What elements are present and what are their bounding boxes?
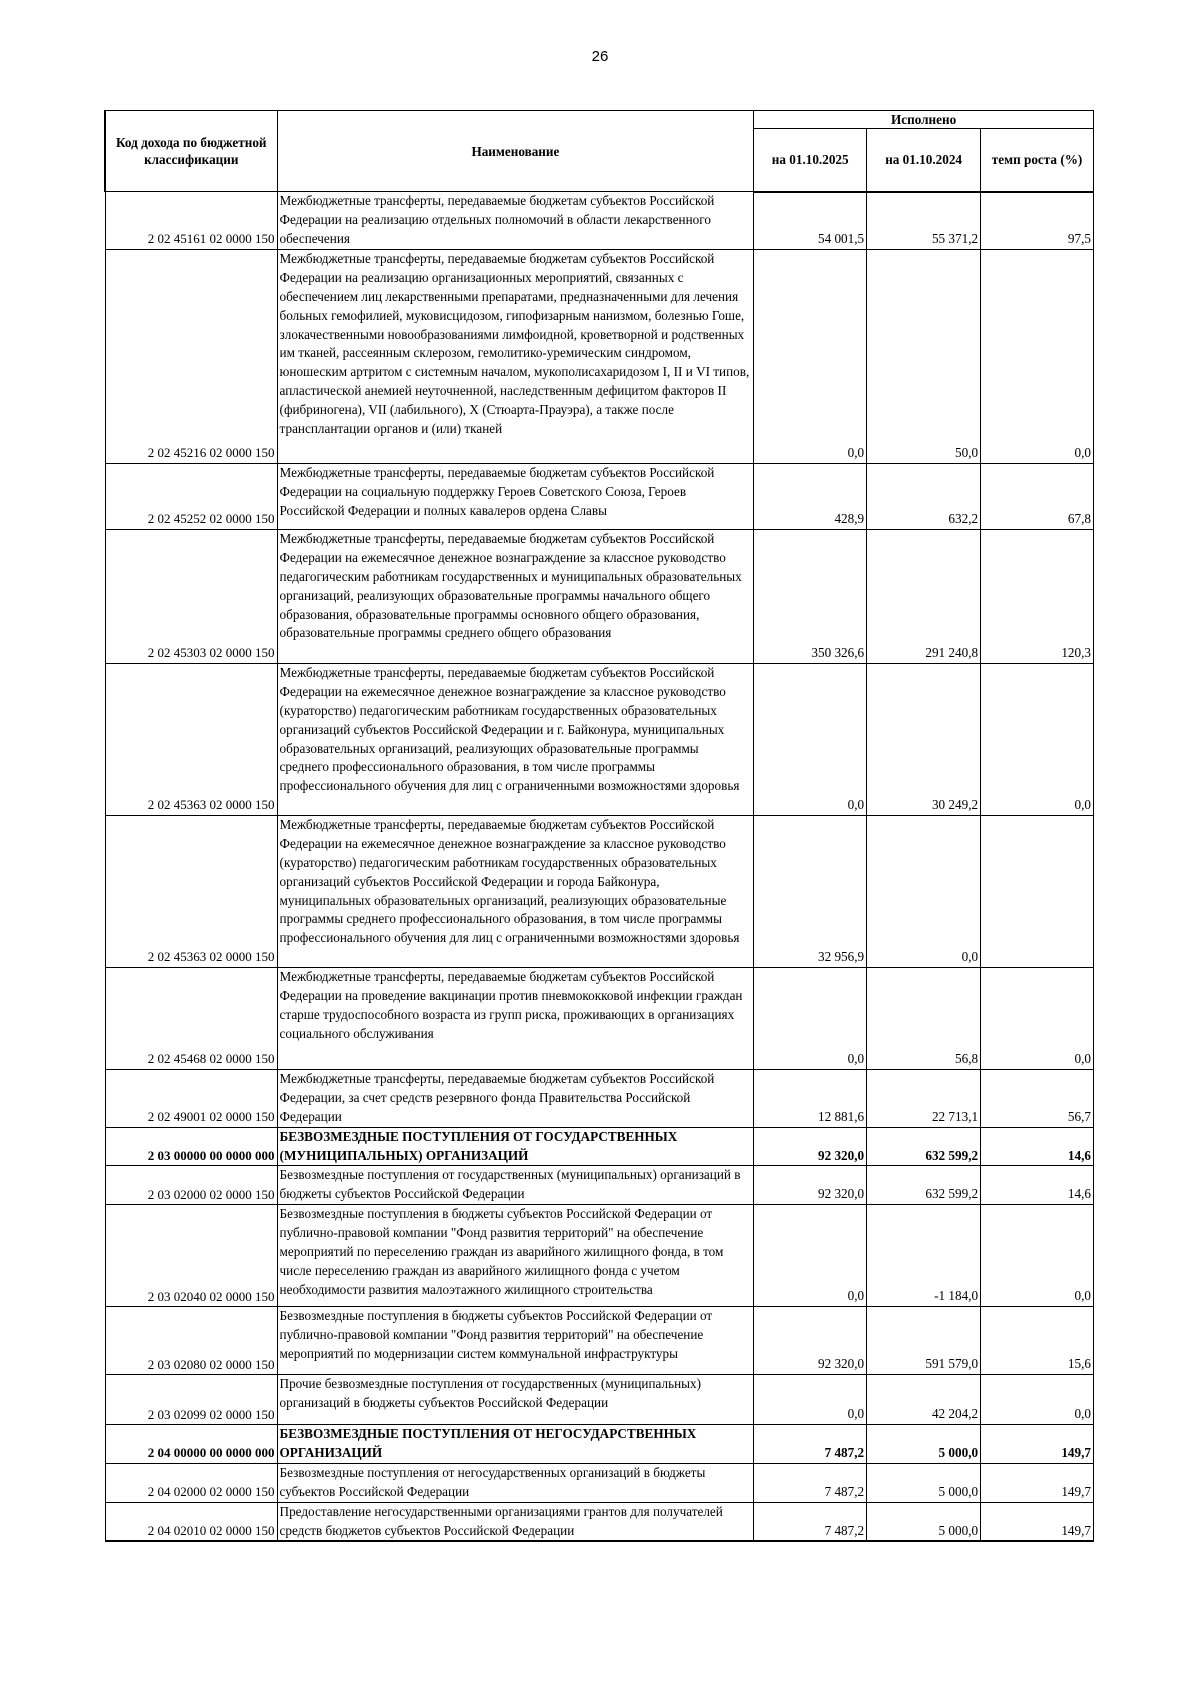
- table-row: [105, 1307, 1094, 1375]
- row-value-2024: 5 000,0: [867, 1463, 981, 1502]
- row-code: 2 02 45216 02 0000 150: [105, 250, 277, 464]
- row-code: 2 02 45363 02 0000 150: [105, 816, 277, 968]
- row-value-2024: 5 000,0: [867, 1502, 981, 1541]
- table-body: [105, 192, 1094, 1542]
- row-code: 2 03 02000 02 0000 150: [105, 1166, 277, 1205]
- table-row: [105, 1070, 1094, 1128]
- header-2024: на 01.10.2024: [867, 129, 981, 192]
- row-value-2024: 50,0: [867, 250, 981, 464]
- row-name: Безвозмездные поступления от негосударственных организаций в бюджеты субъектов Российской Федерации: [277, 1463, 754, 1502]
- row-growth: 97,5: [981, 192, 1094, 250]
- row-code: 2 04 02010 02 0000 150: [105, 1502, 277, 1541]
- row-name: Безвозмездные поступления от государственных (муниципальных) организаций в бюджеты субъектов Российской Федерации: [277, 1166, 754, 1205]
- header-2025: на 01.10.2025: [754, 129, 867, 192]
- row-code: 2 02 45161 02 0000 150: [105, 192, 277, 250]
- row-name: Межбюджетные трансферты, передаваемые бюджетам субъектов Российской Федерации на ежемесячное денежное вознаграждение за классное руководство педагогическим работникам государственных и муниципальных образовательных организаций, реализующих образовательные программы начального общего образования, образовательные программы основного общего образования, образовательные программы среднего общего образования: [277, 530, 754, 664]
- table-row: [105, 1205, 1094, 1307]
- row-code: 2 02 45363 02 0000 150: [105, 664, 277, 816]
- row-name: Межбюджетные трансферты, передаваемые бюджетам субъектов Российской Федерации на ежемесячное денежное вознаграждение за классное руководство (кураторство) педагогическим работникам государственных образовательных организаций субъектов Российской Федерации и города Байконура, муниципальных образовательных организаций, реализующих образовательные программы среднего профессионального образования, в том числе программы профессионального обучения для лиц с ограниченными возможностями здоровья: [277, 816, 754, 968]
- row-value-2024: 42 204,2: [867, 1375, 981, 1425]
- table-row: [105, 1463, 1094, 1502]
- row-growth: 67,8: [981, 464, 1094, 530]
- row-code: 2 02 45303 02 0000 150: [105, 530, 277, 664]
- row-value-2024: 56,8: [867, 968, 981, 1070]
- row-name: Межбюджетные трансферты, передаваемые бюджетам субъектов Российской Федерации на социальную поддержку Героев Советского Союза, Героев Российской Федерации и полных кавалеров ордена Славы: [277, 464, 754, 530]
- row-growth: 0,0: [981, 1205, 1094, 1307]
- row-value-2025: 7 487,2: [754, 1502, 867, 1541]
- table-row: [105, 1127, 1094, 1166]
- row-growth: [981, 816, 1094, 968]
- page-number: 26: [591, 48, 609, 65]
- row-value-2025: 7 487,2: [754, 1463, 867, 1502]
- row-growth: 149,7: [981, 1502, 1094, 1541]
- row-code: 2 02 45252 02 0000 150: [105, 464, 277, 530]
- row-value-2025: 0,0: [754, 1375, 867, 1425]
- row-name: Межбюджетные трансферты, передаваемые бюджетам субъектов Российской Федерации, за счет средств резервного фонда Правительства Российской Федерации: [277, 1070, 754, 1128]
- row-value-2024: 632,2: [867, 464, 981, 530]
- row-value-2025: 92 320,0: [754, 1166, 867, 1205]
- table-row: [105, 464, 1094, 530]
- row-value-2024: 22 713,1: [867, 1070, 981, 1128]
- row-value-2025: 0,0: [754, 664, 867, 816]
- table-row: [105, 664, 1094, 816]
- row-growth: 149,7: [981, 1463, 1094, 1502]
- row-value-2025: 92 320,0: [754, 1127, 867, 1166]
- table-row: [105, 1375, 1094, 1425]
- row-code: 2 02 45468 02 0000 150: [105, 968, 277, 1070]
- row-name: БЕЗВОЗМЕЗДНЫЕ ПОСТУПЛЕНИЯ ОТ НЕГОСУДАРСТВЕННЫХ ОРГАНИЗАЦИЙ: [277, 1425, 754, 1464]
- row-value-2024: 30 249,2: [867, 664, 981, 816]
- row-code: 2 02 49001 02 0000 150: [105, 1070, 277, 1128]
- row-value-2025: 428,9: [754, 464, 867, 530]
- row-code: 2 03 02080 02 0000 150: [105, 1307, 277, 1375]
- row-growth: 0,0: [981, 968, 1094, 1070]
- row-name: Предоставление негосударственными организациями грантов для получателей средств бюджетов субъектов Российской Федерации: [277, 1502, 754, 1541]
- row-code: 2 04 02000 02 0000 150: [105, 1463, 277, 1502]
- table-row: [105, 1502, 1094, 1541]
- row-value-2024: 5 000,0: [867, 1425, 981, 1464]
- row-growth: 0,0: [981, 664, 1094, 816]
- row-value-2025: 350 326,6: [754, 530, 867, 664]
- row-growth: 120,3: [981, 530, 1094, 664]
- row-value-2025: 12 881,6: [754, 1070, 867, 1128]
- row-code: 2 03 00000 00 0000 000: [105, 1127, 277, 1166]
- row-value-2025: 7 487,2: [754, 1425, 867, 1464]
- row-value-2024: 291 240,8: [867, 530, 981, 664]
- row-code: 2 03 02099 02 0000 150: [105, 1375, 277, 1425]
- row-name: Межбюджетные трансферты, передаваемые бюджетам субъектов Российской Федерации на реализацию организационных мероприятий, связанных с обеспечением лиц лекарственными препаратами, предназначенными для лечения больных гемофилией, муковисцидозом, гипофизарным нанизмом, болезнью Гоше, злокачественными новообразованиями лимфоидной, кроветворной и родственных им тканей, рассеянным склерозом, гемолитико-уремическим синдромом, юношеским артритом с системным началом, мукополисахаридозом I, II и VI типов, апластической анемией неуточненной, наследственным дефицитом факторов II (фибриногена), VII (лабильного), X (Стюарта-Прауэра), а также после трансплантации органов и (или) тканей: [277, 250, 754, 464]
- table-row: [105, 530, 1094, 664]
- row-value-2024: 0,0: [867, 816, 981, 968]
- row-growth: 56,7: [981, 1070, 1094, 1128]
- row-value-2024: 632 599,2: [867, 1166, 981, 1205]
- row-growth: 0,0: [981, 250, 1094, 464]
- row-name: Безвозмездные поступления в бюджеты субъектов Российской Федерации от публично-правовой компании "Фонд развития территорий" на обеспечение мероприятий по модернизации систем коммунальной инфраструктуры: [277, 1307, 754, 1375]
- row-code: 2 03 02040 02 0000 150: [105, 1205, 277, 1307]
- header-code: Код дохода по бюджетной классификации: [105, 111, 277, 192]
- row-value-2025: 32 956,9: [754, 816, 867, 968]
- table-row: [105, 1166, 1094, 1205]
- row-name: Безвозмездные поступления в бюджеты субъектов Российской Федерации от публично-правовой компании "Фонд развития территорий" на обеспечение мероприятий по переселению граждан из аварийного жилищного фонда, в том числе переселению граждан из аварийного жилищного фонда с учетом необходимости развития малоэтажного жилищного строительства: [277, 1205, 754, 1307]
- row-code: 2 04 00000 00 0000 000: [105, 1425, 277, 1464]
- header-name: Наименование: [277, 111, 754, 192]
- row-value-2024: 632 599,2: [867, 1127, 981, 1166]
- table-row: [105, 968, 1094, 1070]
- row-value-2024: 591 579,0: [867, 1307, 981, 1375]
- table-row: [105, 192, 1094, 250]
- row-value-2025: 92 320,0: [754, 1307, 867, 1375]
- row-name: Межбюджетные трансферты, передаваемые бюджетам субъектов Российской Федерации на ежемесячное денежное вознаграждение за классное руководство (кураторство) педагогическим работникам государственных образовательных организаций субъектов Российской Федерации и г. Байконура, муниципальных образовательных организаций, реализующих образовательные программы среднего профессионального образования, в том числе программы профессионального обучения для лиц с ограниченными возможностями здоровья: [277, 664, 754, 816]
- row-growth: 0,0: [981, 1375, 1094, 1425]
- row-growth: 149,7: [981, 1425, 1094, 1464]
- header-growth: темп роста (%): [981, 129, 1094, 192]
- row-name: Прочие безвозмездные поступления от государственных (муниципальных) организаций в бюджеты субъектов Российской Федерации: [277, 1375, 754, 1425]
- row-name: БЕЗВОЗМЕЗДНЫЕ ПОСТУПЛЕНИЯ ОТ ГОСУДАРСТВЕННЫХ (МУНИЦИПАЛЬНЫХ) ОРГАНИЗАЦИЙ: [277, 1127, 754, 1166]
- table-row: [105, 816, 1094, 968]
- row-value-2025: 54 001,5: [754, 192, 867, 250]
- row-value-2025: 0,0: [754, 968, 867, 1070]
- table-row: [105, 1425, 1094, 1464]
- budget-revenue-table: [104, 110, 1094, 1542]
- row-name: Межбюджетные трансферты, передаваемые бюджетам субъектов Российской Федерации на проведение вакцинации против пневмококковой инфекции граждан старше трудоспособного возраста из групп риска, проживающих в организациях социального обслуживания: [277, 968, 754, 1070]
- row-growth: 14,6: [981, 1127, 1094, 1166]
- table-row: [105, 250, 1094, 464]
- header-executed: Исполнено: [754, 111, 1094, 129]
- row-value-2024: 55 371,2: [867, 192, 981, 250]
- row-value-2025: 0,0: [754, 1205, 867, 1307]
- row-value-2025: 0,0: [754, 250, 867, 464]
- row-value-2024: -1 184,0: [867, 1205, 981, 1307]
- row-name: Межбюджетные трансферты, передаваемые бюджетам субъектов Российской Федерации на реализацию отдельных полномочий в области лекарственного обеспечения: [277, 192, 754, 250]
- row-growth: 14,6: [981, 1166, 1094, 1205]
- row-growth: 15,6: [981, 1307, 1094, 1375]
